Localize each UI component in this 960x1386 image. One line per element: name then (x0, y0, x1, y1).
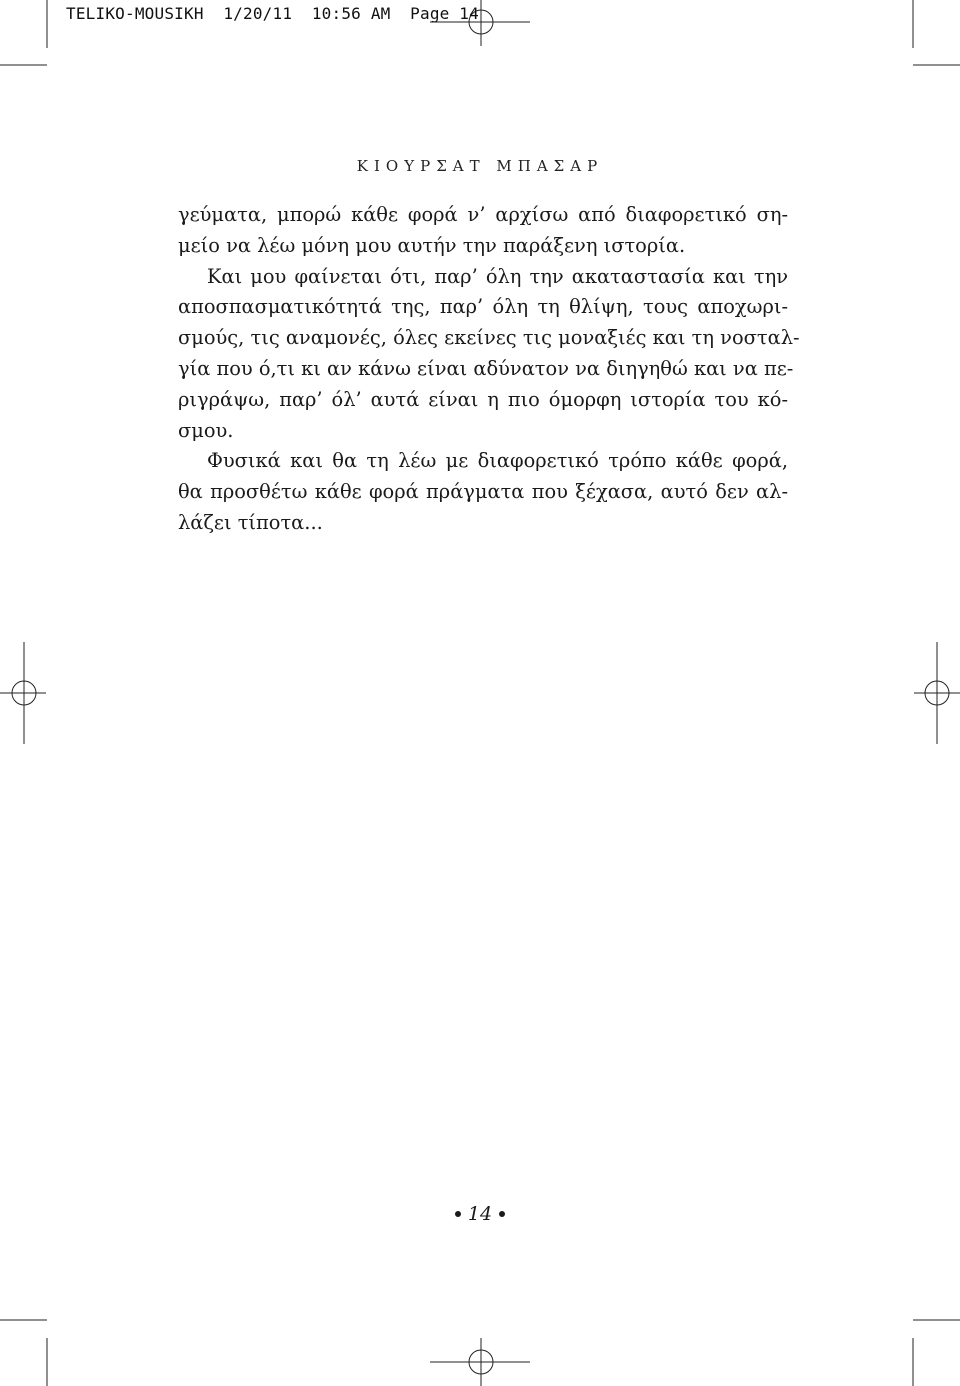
folio-dot-icon (499, 1211, 505, 1217)
text-line: ριγράψω, παρ’ όλ’ αυτά είναι η πιο όμορφη ιστορία του κό- (178, 387, 788, 411)
folio-dot-icon (455, 1211, 461, 1217)
page-folio (0, 1203, 960, 1225)
text-line: λάζει τίποτα... (178, 510, 323, 534)
body-text (178, 200, 800, 539)
registration-mark-bottom (430, 1338, 530, 1386)
text-line: μείο να λέω μόνη μου αυτήν την παράξενη ιστορία. (178, 233, 686, 257)
text-line: γεύματα, μπορώ κάθε φορά ν’ αρχίσω από διαφορετικό ση- (178, 203, 788, 226)
text-line: γία που ό,τι κι αν κάνω είναι αδύνατον να διηγηθώ και να πε- (178, 356, 794, 380)
text-line: Και μου φαίνεται ότι, παρ’ όλη την ακαταστασία και την (207, 264, 788, 288)
text-line: Φυσικά και θα τη λέω με διαφορετικό τρόπο κάθε φορά, (207, 449, 788, 473)
page-number: 14 (467, 1203, 493, 1225)
print-slug-line: TELIKO-MOUSIKH 1/20/11 10:56 AM Page 14 (66, 4, 479, 23)
text-line: θα προσθέτω κάθε φορά πράγματα που ξέχασα, αυτό δεν αλ- (178, 480, 788, 504)
text-line: αποσπασματικότητά της, παρ’ όλη τη θλίψη, τους αποχωρι- (178, 295, 788, 319)
running-head: ΚΙΟΥΡΣΑΤ ΜΠΑΣΑΡ (356, 157, 604, 175)
text-line: σμου. (178, 418, 234, 442)
text-line: σμούς, τις αναμονές, όλες εκείνες τις μοναξιές και τη νοσταλ- (178, 326, 800, 350)
registration-mark-right (914, 642, 960, 744)
registration-mark-left (0, 642, 46, 744)
